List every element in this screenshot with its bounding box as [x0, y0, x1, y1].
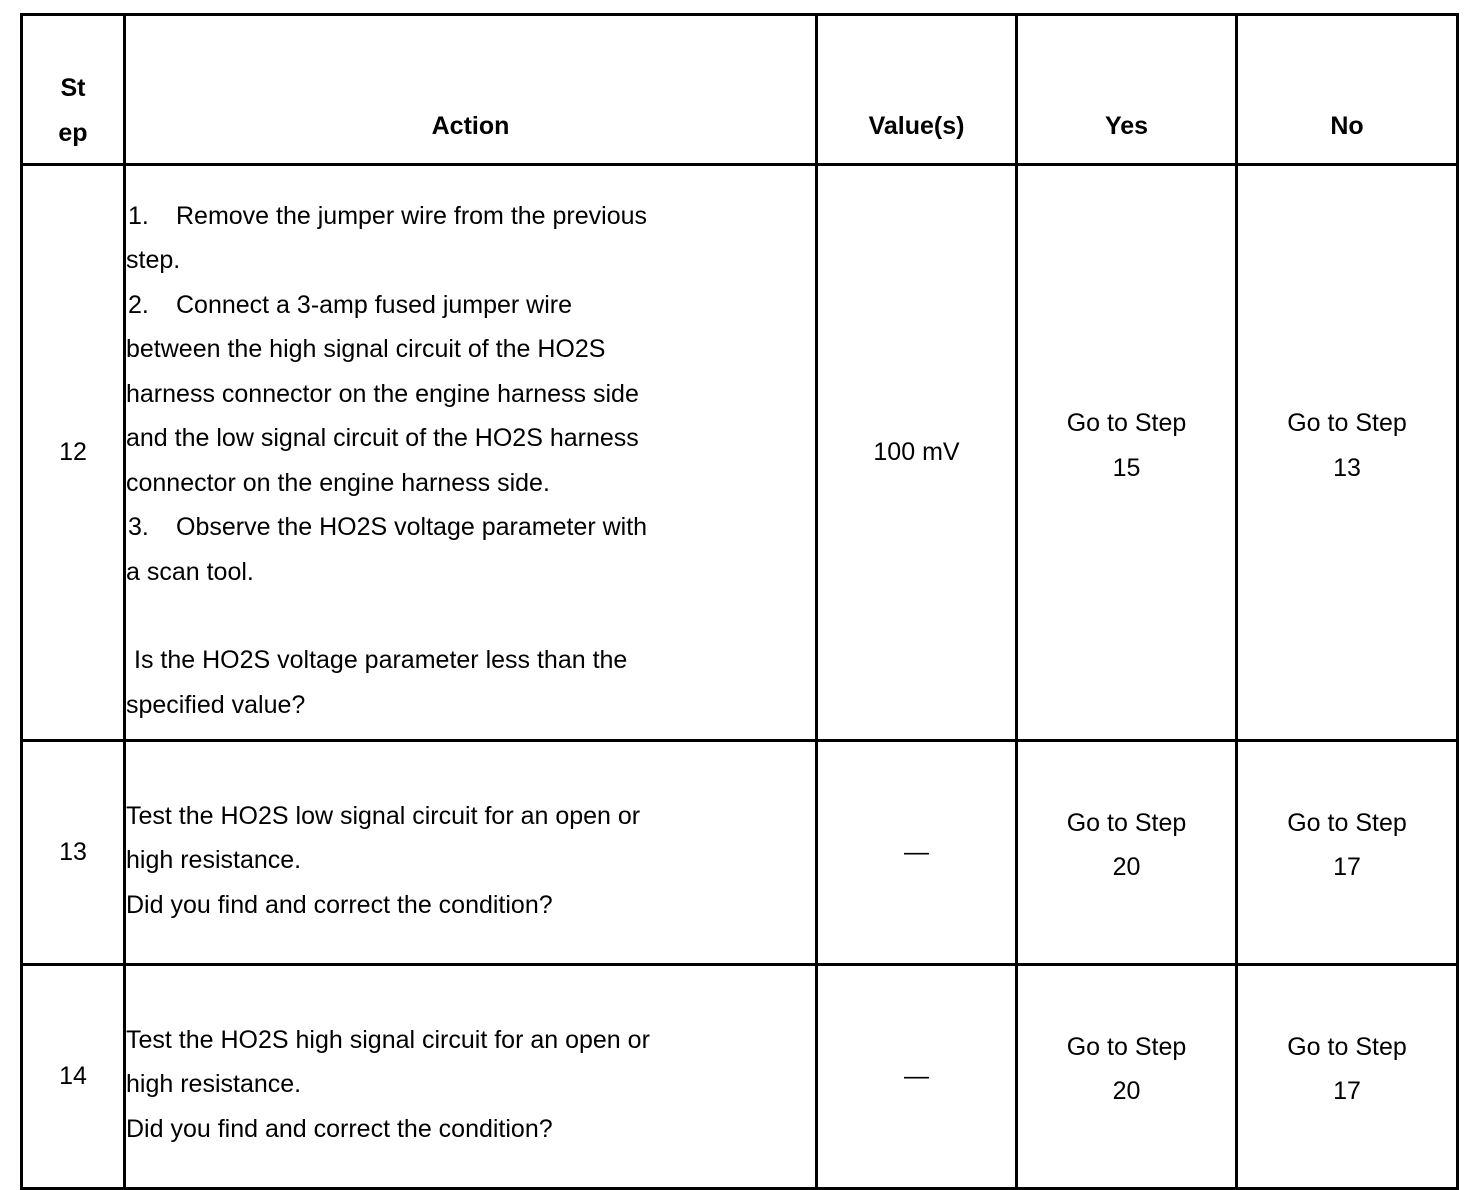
yes-goto-step: 15 [1112, 453, 1141, 482]
value-cell: — [817, 741, 1017, 965]
action-line: a scan tool. [126, 557, 254, 586]
header-step-full [0, 0, 1, 1]
action-line: and the low signal circuit of the HO2S harness [126, 424, 639, 453]
table-row [22, 165, 1458, 741]
action-line: connector on the engine harness side. [126, 468, 550, 497]
yes-goto-step: 20 [1112, 1077, 1141, 1105]
no-goto-label: Go to Step [1287, 808, 1407, 837]
yes-goto-step: 20 [1112, 853, 1141, 881]
action-line: 3. Observe the HO2S voltage parameter with [128, 513, 648, 542]
action-line: high resistance. [126, 846, 302, 875]
yes-cell [1017, 165, 1237, 741]
header-yes-label: Yes [1104, 111, 1149, 140]
action-line: Did you find and correct the condition? [126, 1114, 553, 1143]
no-goto-step: 17 [1333, 1077, 1361, 1105]
yes-cell [1017, 965, 1237, 1189]
action-cell [125, 965, 817, 1189]
step-number: 12 [22, 165, 125, 741]
header-step-line1: St [60, 74, 86, 102]
no-goto-label: Go to Step [1287, 1032, 1407, 1061]
no-cell [1237, 965, 1458, 1189]
header-values-label: Value(s) [868, 111, 965, 140]
value-cell: — [817, 965, 1017, 1189]
header-action-label: Action [431, 111, 510, 140]
action-line: 2. Connect a 3-amp fused jumper wire [128, 290, 573, 319]
header-values [817, 15, 1017, 165]
step-number: 13 [22, 741, 125, 965]
action-line: Test the HO2S low signal circuit for an open or [126, 801, 641, 830]
table-row [22, 965, 1458, 1189]
question-line: specified value? [126, 690, 306, 719]
header-step-line2: ep [58, 118, 88, 147]
diagnostic-table [20, 13, 1459, 1190]
table-row [22, 741, 1458, 965]
action-line: harness connector on the engine harness side [126, 379, 639, 408]
yes-goto-label: Go to Step [1066, 808, 1187, 837]
header-yes [1017, 15, 1237, 165]
step-number: 14 [22, 965, 125, 1189]
header-step [22, 15, 125, 165]
no-cell [1237, 741, 1458, 965]
action-cell [125, 741, 817, 965]
header-no-label: No [1330, 111, 1364, 140]
action-line: Did you find and correct the condition? [126, 890, 553, 919]
no-cell [1237, 165, 1458, 741]
yes-cell [1017, 741, 1237, 965]
action-cell [125, 165, 817, 741]
header-row [22, 15, 1458, 165]
header-action [125, 15, 817, 165]
action-line: high resistance. [126, 1070, 302, 1099]
header-no [1237, 15, 1458, 165]
no-goto-label: Go to Step [1287, 409, 1407, 437]
action-line: Test the HO2S high signal circuit for an open or [126, 1025, 650, 1054]
action-line: step. [126, 246, 181, 275]
action-line: between the high signal circuit of the HO2S [126, 335, 606, 364]
no-goto-step: 13 [1333, 453, 1361, 482]
value-cell: 100 mV [817, 165, 1017, 741]
no-goto-step: 17 [1333, 853, 1361, 881]
yes-goto-label: Go to Step [1066, 409, 1187, 437]
action-line: 1. Remove the jumper wire from the previous [128, 201, 648, 230]
yes-goto-label: Go to Step [1066, 1032, 1187, 1061]
question-line: Is the HO2S voltage parameter less than the [134, 646, 628, 675]
